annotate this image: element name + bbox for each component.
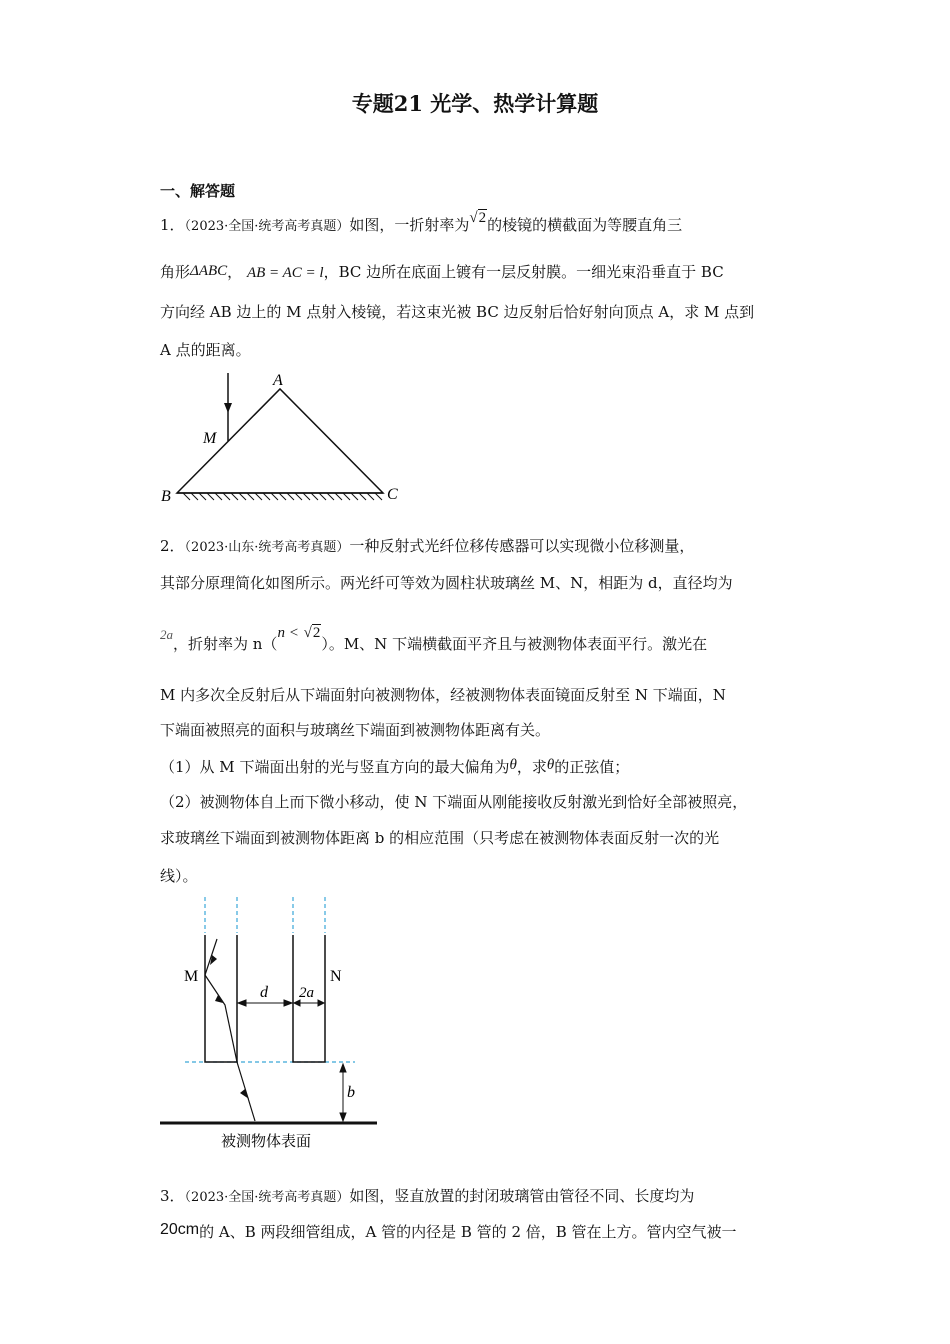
- diameter-expression: 2a: [160, 627, 173, 642]
- theta-symbol: θ: [546, 757, 555, 773]
- q2-number: 2．: [160, 537, 185, 555]
- b-label: b: [347, 1084, 355, 1101]
- vertex-b-label: B: [161, 488, 171, 505]
- q1-text: 如图，一折射率为: [349, 216, 470, 234]
- fiber-sensor-figure: [155, 893, 395, 1158]
- fiber-n-label: N: [330, 968, 342, 985]
- q1-line-2: [160, 262, 724, 283]
- 2a-label: 2a: [299, 985, 314, 1001]
- sqrt-expression: √2: [469, 210, 487, 226]
- q2-source: （2023·山东·统考高考真题）: [184, 540, 350, 555]
- q2-line-6: [160, 757, 629, 778]
- q1-number: 1．: [160, 216, 185, 234]
- q1-line-3: 方向经 AB 边上的 M 点射入棱镜，若这束光被 BC 边反射后恰好射向顶点 A，求 M 点到: [160, 303, 755, 321]
- q3-line-2: [160, 1222, 737, 1243]
- q1-source: （2023·全国·统考高考真题）: [184, 219, 350, 234]
- sqrt-expression: √2: [303, 625, 321, 641]
- q3-text: 如图，竖直放置的封闭玻璃管由管径不同、长度均为: [349, 1187, 695, 1205]
- q2-line-9: 线）。: [160, 867, 198, 885]
- q1-text: ，BC 边所在底面上镀有一层反射膜。一细光束沿垂直于 BC: [323, 263, 724, 281]
- prism-figure: [155, 365, 415, 515]
- triangle-symbol: ΔABC: [190, 263, 228, 279]
- q2-line-8: 求玻璃丝下端面到被测物体距离 b 的相应范围（只考虑在被测物体表面反射一次的光: [160, 829, 720, 847]
- section-heading: 一、解答题: [160, 182, 236, 200]
- q3-line-1: [160, 1186, 694, 1208]
- q1-line-1: [160, 210, 683, 237]
- q2-line-7: （2）被测物体自上而下微小移动，使 N 下端面从刚能接收反射激光到恰好全部被照亮，: [160, 793, 748, 811]
- q2-text: ）。M、N 下端横截面平齐且与被测物体表面平行。激光在: [321, 635, 708, 653]
- d-label: d: [260, 984, 268, 1001]
- q2-line-5: 下端面被照亮的面积与玻璃丝下端面到被测物体距离有关。: [160, 721, 551, 739]
- q2-text: 一种反射式光纤位移传感器可以实现微小位移测量，: [349, 537, 695, 555]
- q1-text: ，: [227, 263, 243, 281]
- inequality: n <: [277, 625, 299, 641]
- vertex-a-label: A: [273, 372, 283, 389]
- q3-number: 3．: [160, 1187, 185, 1205]
- page-title: 专题21 光学、热学计算题: [351, 91, 599, 116]
- q3-text: 的 A、B 两段细管组成，A 管的内径是 B 管的 2 倍，B 管在上方。管内空气被一: [199, 1223, 737, 1241]
- q2-text: （1）从 M 下端面出射的光与竖直方向的最大偏角为: [160, 758, 510, 776]
- q2-line-2: 其部分原理简化如图所示。两光纤可等效为圆柱状玻璃丝 M、N，相距为 d，直径均为: [160, 574, 733, 592]
- sqrt-radicand: 2: [312, 625, 321, 641]
- q2-line-4: M 内多次全反射后从下端面射向被测物体，经被测物体表面镜面反射至 N 下端面，N: [160, 686, 726, 704]
- q1-text: 的棱镜的横截面为等腰直角三: [487, 216, 683, 234]
- surface-label: 被测物体表面: [221, 1132, 312, 1150]
- fiber-m-label: M: [184, 968, 199, 985]
- q2-line-1: [160, 536, 694, 558]
- light-ray: [205, 939, 255, 1121]
- arrow-head-icon: [224, 403, 232, 413]
- q2-text: 的正弦值；: [554, 758, 630, 776]
- q1-line-4: A 点的距离。: [160, 341, 251, 359]
- q2-line-3: [160, 625, 708, 655]
- q3-source: （2023·全国·统考高考真题）: [184, 1190, 350, 1205]
- point-m-label: M: [203, 430, 217, 447]
- sqrt-radicand: 2: [478, 210, 487, 226]
- arrow-head-icon: [240, 1089, 249, 1099]
- theta-symbol: θ: [509, 757, 517, 773]
- q2-text: ，折射率为 n（: [173, 635, 278, 653]
- length-value: 20cm: [160, 1221, 200, 1238]
- equation: AB = AC = l: [246, 265, 324, 281]
- vertex-c-label: C: [387, 486, 398, 503]
- q2-text: ，求: [516, 758, 547, 776]
- b-dimension: [340, 1064, 346, 1121]
- mirror-hatch: [183, 493, 382, 500]
- q1-text: 角形: [160, 263, 191, 281]
